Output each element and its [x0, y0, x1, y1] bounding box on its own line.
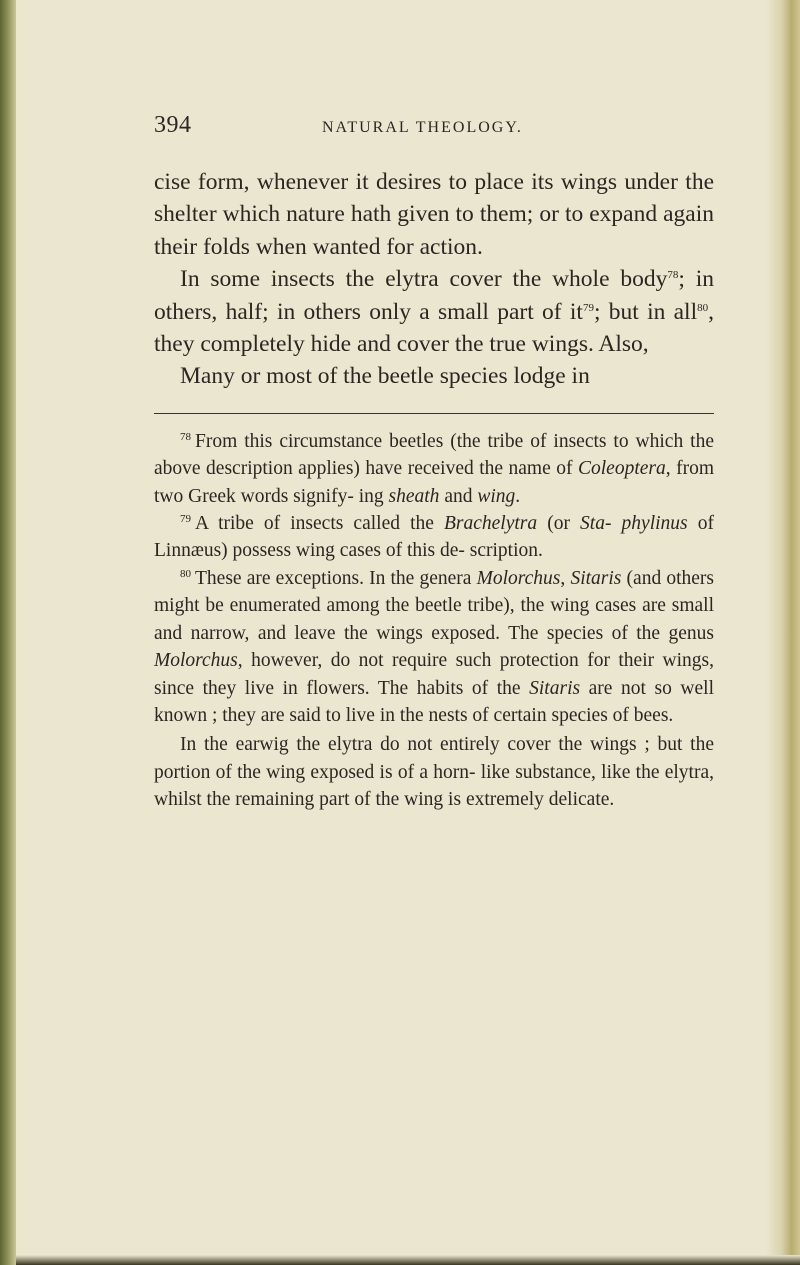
page-number: 394 — [154, 112, 192, 138]
main-text — [154, 166, 714, 393]
footnote-number: 78 — [180, 430, 191, 443]
page-edge-shadow — [766, 0, 800, 1265]
footnote-80: $^{80}$ These are exceptions. In the genera Molorchus, Sitaris (and others might be enumerated among the beetle tribe), the wing cases are small and narrow, and leave the wings exposed. The species of the genus Molorchus, however, do not require such protection for their wings, since they live in flowers. The habits of the Sitaris are not so well known ; they are said to live in the nests of certain species of bees. — [154, 567, 715, 726]
footnote-ref-78: 78 — [667, 269, 679, 282]
page-bottom-edge — [16, 1255, 800, 1265]
page-gutter-shadow — [0, 0, 16, 1265]
footnotes — [154, 428, 714, 814]
footnote-earwig: In the earwig the elytra do not entirely cover the wings ; but the portion of the wing exposed is of a horn- like substance, like the elytra, whilst the remaining part of the wing is extremely delicate. — [154, 734, 714, 811]
footnote-divider — [154, 413, 714, 414]
paragraph-continuation: cise form, whenever it desires to place its wings under the shelter which nature hath given to them; or to expand again their folds when wanted for action. — [154, 169, 714, 260]
footnote-79: $^{79}$ A tribe of insects called the Brachelytra (or Sta- phylinus of Linnæus) possess wing cases of this de- scription. — [154, 513, 714, 562]
footnote-number: 80 — [180, 567, 191, 580]
running-head — [154, 112, 714, 146]
paragraph-beetle-species: Many or most of the beetle species lodge in — [180, 363, 590, 390]
footnote-number: 79 — [180, 513, 191, 526]
footnote-ref-80: 80 — [697, 301, 709, 314]
footnote-78: $^{78}$ From this circumstance beetles (the tribe of insects to which the above description applies) have received the name of Coleoptera, from two Greek words signify- ing sheath and wing. — [154, 430, 715, 507]
paragraph-elytra: In some insects the elytra cover the whole body$^{78}$; in others, half; in others only a small part of $it^{79}$; but in all$^{80}$, they completely hide and cover the true wings. Also, — [154, 266, 715, 358]
footnote-ref-79: 79 — [582, 301, 594, 314]
book-page — [154, 112, 714, 814]
running-title: NATURAL THEOLOGY. — [322, 119, 523, 136]
